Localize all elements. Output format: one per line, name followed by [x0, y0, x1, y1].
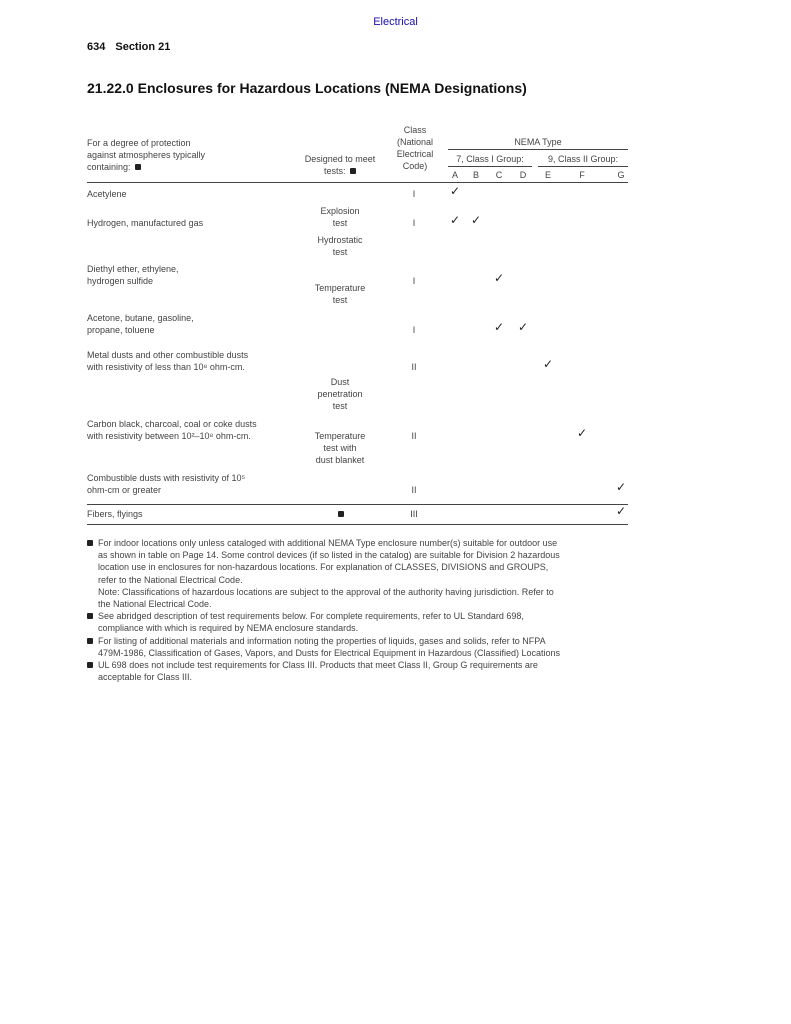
test-line: test: [332, 295, 348, 305]
check-icon: ✓: [493, 320, 505, 334]
note-line: acceptable for Class III.: [98, 672, 193, 683]
table-bottom-rule: [87, 524, 628, 525]
table-row-description: [87, 418, 297, 442]
footnotes: [87, 537, 632, 683]
class-value: III: [410, 509, 418, 519]
note-line: the National Electrical Code.: [98, 599, 212, 610]
note-line: UL 698 does not include test requirements for Class III. Products that meet Class II, Group G requirements are: [98, 660, 538, 671]
description-line: Hydrogen, manufactured gas: [87, 218, 204, 228]
check-icon: ✓: [449, 184, 461, 198]
note-line: refer to the National Electrical Code.: [98, 574, 243, 585]
table-row-description: [87, 349, 297, 373]
group-letter-f: F: [579, 170, 585, 180]
header-line: Designed to meet: [304, 154, 376, 164]
header-class: [391, 124, 439, 172]
header-line: Class: [403, 125, 427, 135]
note-line: See abridged description of test requirements below. For complete requirements, refer to UL Standard 698,: [98, 611, 524, 622]
class-value: I: [412, 189, 416, 199]
class-ii-divider: [538, 166, 628, 167]
check-icon: ✓: [542, 357, 554, 371]
class-value: II: [411, 431, 417, 441]
header-line: tests:: [323, 166, 346, 176]
table-row-description: [87, 312, 297, 336]
page-title: 21.22.0 Enclosures for Hazardous Locations (NEMA Designations): [87, 80, 527, 96]
test-line: Dust: [330, 377, 350, 387]
note-line: For listing of additional materials and information noting the properties of liquids, gases and solids, refer to NFPA: [98, 635, 546, 646]
check-icon: ✓: [517, 320, 529, 334]
note-line: as shown in table on Page 14. Some control devices (if so listed in the catalog) are suitable for Division 2 hazardous: [98, 550, 560, 561]
check-icon: ✓: [449, 213, 461, 227]
page-number: 634: [87, 41, 106, 53]
description-line: Diethyl ether, ethylene,: [87, 264, 179, 274]
electrical-link[interactable]: Electrical: [373, 16, 418, 28]
description-line: ohm-cm or greater: [87, 485, 162, 495]
footnote-1-icon: [87, 540, 93, 546]
header-nema-type: NEMA Type: [514, 137, 562, 147]
test-temperature: [296, 282, 384, 306]
group-letter-e: E: [544, 170, 551, 180]
description-line: Acetylene: [87, 189, 127, 199]
description-line: propane, toluene: [87, 325, 155, 335]
test-line: Explosion: [320, 206, 360, 216]
class-value: II: [411, 485, 417, 495]
footnote-1: [87, 537, 632, 610]
description-line: with resistivity between 10²–10⁸ ohm-cm.: [87, 431, 251, 441]
table-row-description: [87, 217, 297, 229]
test-line: test with: [323, 443, 357, 453]
footnote-4-icon: [87, 662, 93, 668]
note-line: For indoor locations only unless cataloged with additional NEMA Type enclosure number(s) suitable for outdoor use: [98, 538, 558, 548]
check-icon: ✓: [493, 271, 505, 285]
test-hydrostatic: [296, 234, 384, 258]
note-line: compliance with which is required by NEMA enclosure standards.: [98, 623, 359, 634]
test-line: Hydrostatic: [317, 235, 363, 245]
note-line: location use in enclosures for non-hazardous locations. For explanation of CLASSES, DIVISIONS and GROUPS,: [98, 562, 549, 573]
header-class-i-group: 7, Class I Group:: [456, 154, 524, 164]
header-atmosphere: [87, 137, 297, 173]
footnote-2: [87, 610, 632, 634]
page-header: [87, 41, 170, 53]
test-line: test: [332, 247, 348, 257]
check-icon: ✓: [615, 480, 627, 494]
description-line: Metal dusts and other combustible dusts: [87, 350, 249, 360]
footnote-4: [87, 659, 632, 683]
footnote-2-icon: [350, 168, 356, 174]
group-letter-c: C: [495, 170, 503, 180]
section-label: Section 21: [115, 41, 171, 53]
note-line: 479M-1986, Classification of Gases, Vapors, and Dusts for Electrical Equipment in Hazardous (Classified) Locations: [98, 647, 561, 658]
header-line: (National: [396, 137, 434, 147]
test-line: dust blanket: [315, 455, 365, 465]
footnote-3: [87, 635, 632, 659]
description-line: Carbon black, charcoal, coal or coke dusts: [87, 419, 257, 429]
description-line: hydrogen sulfide: [87, 276, 154, 286]
check-icon: ✓: [470, 213, 482, 227]
description-line: Fibers, flyings: [87, 509, 143, 519]
header-bottom-rule: [87, 182, 628, 183]
fibers-test-note: [326, 508, 354, 520]
class-i-divider: [448, 166, 532, 167]
group-letter-g: G: [617, 170, 625, 180]
table-row-description: [87, 508, 297, 520]
check-icon: ✓: [615, 504, 627, 518]
nema-divider: [448, 149, 628, 150]
test-line: test: [332, 218, 348, 228]
header-line: containing:: [87, 162, 131, 172]
test-line: test: [332, 401, 348, 411]
test-explosion: [296, 205, 384, 229]
table-row-description: [87, 472, 297, 496]
test-line: Temperature: [314, 431, 366, 441]
description-line: Acetone, butane, gasoline,: [87, 313, 194, 323]
footnote-3-icon: [87, 638, 93, 644]
footnote-2-icon: [87, 613, 93, 619]
group-letter-a: A: [451, 170, 458, 180]
footnote-4-icon: [338, 511, 344, 517]
header-line: For a degree of protection: [87, 138, 191, 148]
class-value: I: [412, 276, 416, 286]
header-class-ii-group: 9, Class II Group:: [547, 154, 619, 164]
table-row-description: [87, 188, 297, 200]
row-divider: [87, 504, 628, 505]
test-dust-penetration: [296, 376, 384, 412]
test-line: penetration: [317, 389, 363, 399]
description-line: with resistivity of less than 10⁸ ohm-cm.: [87, 362, 245, 372]
header-designed: [290, 153, 390, 177]
group-letter-d: D: [519, 170, 527, 180]
header-line: Code): [402, 161, 428, 171]
header-line: against atmospheres typically: [87, 150, 206, 160]
note-line: Note: Classifications of hazardous locations are subject to the approval of the authority having jurisdiction. Refer to: [98, 586, 554, 597]
class-value: I: [412, 325, 416, 335]
check-icon: ✓: [576, 426, 588, 440]
test-line: Temperature: [314, 283, 366, 293]
class-value: II: [411, 362, 417, 372]
table-row-description: [87, 263, 297, 287]
test-temperature-dust-blanket: [296, 430, 384, 466]
footnote-3-icon: [135, 164, 141, 170]
group-letter-b: B: [472, 170, 479, 180]
header-line: Electrical: [396, 149, 434, 159]
description-line: Combustible dusts with resistivity of 10⁵: [87, 473, 246, 483]
class-value: I: [412, 218, 416, 228]
